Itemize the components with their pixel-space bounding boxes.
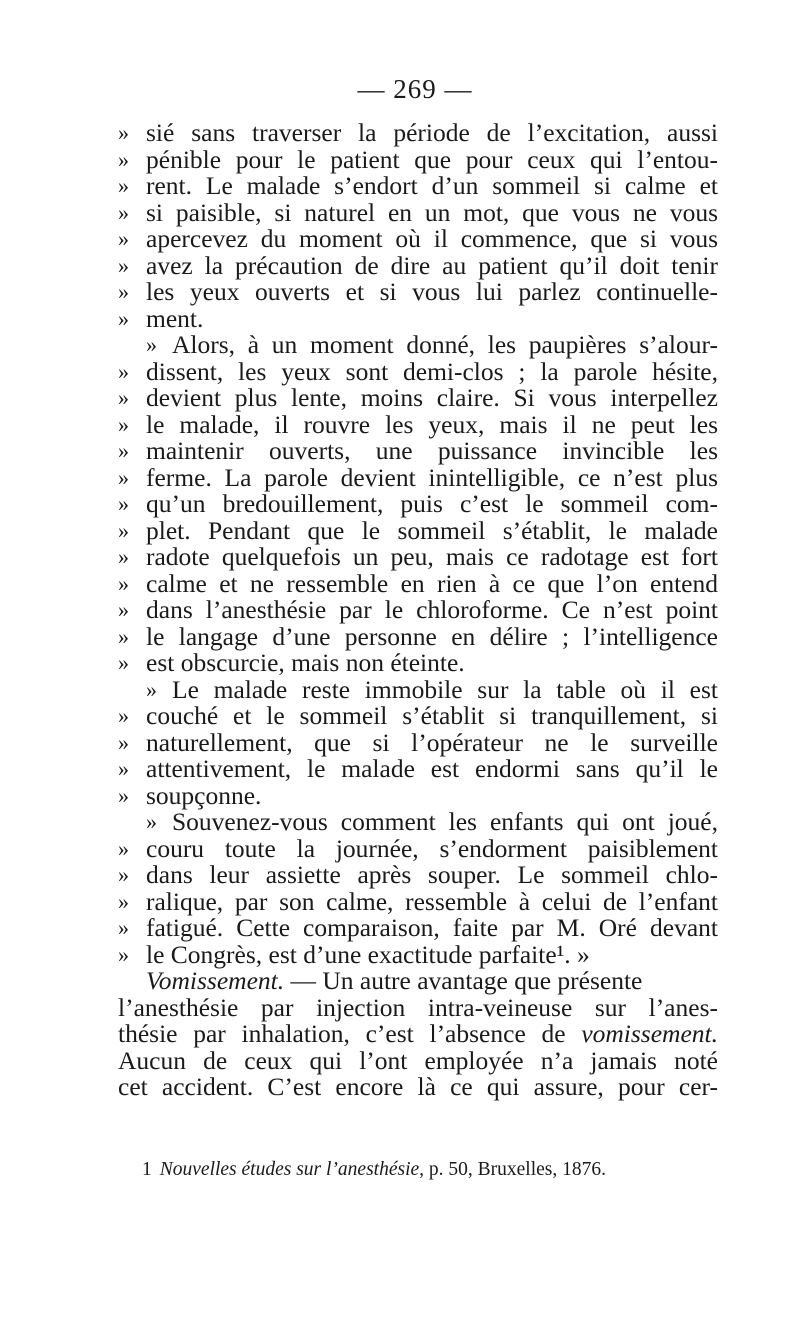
line-text: dans leur assiette après souper. Le sommeil chlo-: [146, 860, 718, 889]
line-text: pénible pour le patient que pour ceux qui l’entou-: [146, 144, 718, 174]
line-text: attentivement, le malade est endormi sans qu’il le: [146, 754, 718, 783]
guillemet-marker: »: [118, 703, 129, 728]
guillemet-marker: »: [118, 570, 129, 596]
line-text: fatigué. Cette comparaison, faite par M. Oré devant: [146, 913, 718, 942]
main-text: [118, 120, 718, 1101]
guillemet-marker: »: [118, 491, 129, 516]
text-line: [118, 462, 718, 492]
guillemet-marker: »: [118, 862, 129, 887]
line-text: [118, 1045, 718, 1075]
text-line: [118, 438, 718, 465]
text-line: [118, 597, 718, 624]
guillemet-marker: »: [118, 252, 129, 278]
text-line: [118, 862, 718, 889]
text-line: [118, 650, 718, 677]
text-line: [118, 1074, 718, 1101]
guillemet-marker: »: [118, 782, 129, 808]
guillemet-marker: »: [118, 305, 129, 331]
line-text: qu’un bredouillement, puis c’est le sommeil com-: [146, 489, 718, 518]
text-line: [118, 756, 718, 783]
guillemet-marker: »: [118, 411, 129, 437]
text-line: [118, 674, 718, 704]
text-line: [118, 915, 718, 942]
guillemet-marker: »: [118, 623, 129, 649]
text-line: [118, 1021, 718, 1048]
line-text: le Congrès, est d’une exactitude parfaite¹. »: [146, 939, 590, 969]
text-line: [118, 886, 718, 916]
text-line: [118, 703, 718, 730]
text-line: [118, 833, 718, 863]
guillemet-marker: »: [118, 888, 129, 914]
text-line: [118, 568, 718, 598]
line-text: ferme. La parole devient inintelligible, ce n’est plus: [146, 462, 718, 492]
line-text: [118, 1021, 718, 1048]
line-text: [118, 992, 718, 1022]
line-text-part: Aucun de ceux qui l’ont employée n’a jamais noté: [118, 1045, 718, 1075]
line-text: [146, 968, 718, 995]
text-line: [118, 144, 718, 174]
text-line: [118, 279, 718, 306]
line-text: le langage d’une personne en délire ; l’intelligence: [146, 621, 718, 651]
line-text: soupçonne.: [146, 780, 262, 810]
text-line: [118, 780, 718, 810]
text-line: [118, 515, 718, 545]
text-line: [118, 120, 718, 147]
line-text: [118, 1074, 718, 1101]
line-text: couru toute la journée, s’endorment paisiblement: [146, 833, 718, 863]
line-text: rent. Le malade s’endort d’un sommeil si calme et: [146, 171, 718, 200]
text-line: [118, 621, 718, 651]
text-line: [118, 173, 718, 200]
line-text: ralique, par son calme, ressemble à celui de l’enfant: [146, 886, 718, 916]
text-line: [118, 332, 718, 359]
text-line: [118, 992, 718, 1022]
guillemet-marker: »: [118, 146, 129, 172]
line-text-part: l’anesthésie par injection intra-veineuse sur l’anes-: [118, 992, 718, 1022]
line-text: dissent, les yeux sont demi-clos ; la parole hésite,: [146, 356, 718, 386]
footnote: [142, 1159, 742, 1181]
text-line: [118, 356, 718, 386]
guillemet-marker: »: [118, 756, 129, 781]
line-text: maintenir ouverts, une puissance invincible les: [146, 436, 718, 465]
guillemet-marker: »: [118, 279, 129, 304]
guillemet-marker: »: [118, 120, 129, 145]
line-text: plet. Pendant que le sommeil s’établit, le malade: [146, 515, 718, 545]
guillemet-marker: »: [118, 173, 129, 198]
line-text-part: — Un autre avantage que présente: [284, 966, 643, 995]
footnote-citation: p. 50, Bruxelles, 1876.: [424, 1159, 607, 1180]
guillemet-marker: »: [146, 332, 157, 357]
section-heading: Vomissement.: [146, 966, 285, 995]
text-line: [118, 544, 718, 571]
guillemet-marker: »: [118, 385, 129, 410]
footnote-title: Nouvelles études sur l’anesthésie,: [159, 1159, 425, 1180]
text-line: [118, 939, 718, 969]
line-text-part: thésie par inhalation, c’est l’absence de: [118, 1019, 582, 1048]
line-text: dans l’anesthésie par le chloroforme. Ce n’est point: [146, 595, 718, 624]
line-text: Alors, à un moment donné, les paupières s’alour-: [172, 330, 718, 359]
guillemet-marker: »: [118, 358, 129, 384]
emphasized-term: vomissement.: [581, 1019, 718, 1048]
text-line: [118, 226, 718, 253]
text-line: [118, 968, 718, 995]
text-line: [118, 197, 718, 227]
line-text: Souvenez-vous comment les enfants qui ont joué,: [172, 807, 718, 836]
line-text: radote quelquefois un peu, mais ce radotage est fort: [146, 542, 718, 571]
footnote-number: 1: [142, 1159, 152, 1180]
guillemet-marker: »: [118, 544, 129, 569]
page-number: — 269 —: [357, 74, 473, 104]
text-line: [118, 1045, 718, 1075]
line-text-part: cet accident. C’est encore là ce qui assure, pour cer-: [118, 1072, 718, 1101]
guillemet-marker: »: [118, 729, 129, 755]
guillemet-marker: »: [118, 597, 129, 622]
text-line: [118, 385, 718, 412]
guillemet-marker: »: [118, 199, 129, 225]
line-text: ment.: [146, 303, 204, 333]
text-line: [118, 809, 718, 836]
line-text: couché et le sommeil s’établit si tranquillement, si: [146, 701, 718, 730]
guillemet-marker: »: [146, 676, 157, 702]
line-text: sié sans traverser la période de l’excitation, aussi: [146, 118, 718, 147]
guillemet-marker: »: [146, 809, 157, 834]
text-line: [118, 409, 718, 439]
guillemet-marker: »: [118, 835, 129, 861]
text-line: [118, 303, 718, 333]
line-text: avez la précaution de dire au patient qu’il doit tenir: [146, 250, 718, 280]
line-text: naturellement, que si l’opérateur ne le surveille: [146, 727, 718, 757]
text-line: [118, 727, 718, 757]
line-text: calme et ne ressemble en rien à ce que l’on entend: [146, 568, 718, 598]
guillemet-marker: »: [118, 941, 129, 967]
line-text: le malade, il rouvre les yeux, mais il ne peut les: [146, 409, 718, 439]
line-text: Le malade reste immobile sur la table où il est: [172, 674, 718, 704]
text-line: [118, 491, 718, 518]
line-text: les yeux ouverts et si vous lui parlez continuelle-: [146, 277, 718, 306]
line-text: devient plus lente, moins claire. Si vous interpellez: [146, 383, 718, 412]
line-text: si paisible, si naturel en un mot, que vous ne vous: [146, 197, 718, 227]
text-line: [118, 250, 718, 280]
line-text: est obscurcie, mais non éteinte.: [146, 648, 465, 677]
guillemet-marker: »: [118, 226, 129, 251]
guillemet-marker: »: [118, 464, 129, 490]
guillemet-marker: »: [118, 650, 129, 675]
guillemet-marker: »: [118, 517, 129, 543]
guillemet-marker: »: [118, 438, 129, 463]
guillemet-marker: »: [118, 915, 129, 940]
line-text: apercevez du moment où il commence, que si vous: [146, 224, 718, 253]
